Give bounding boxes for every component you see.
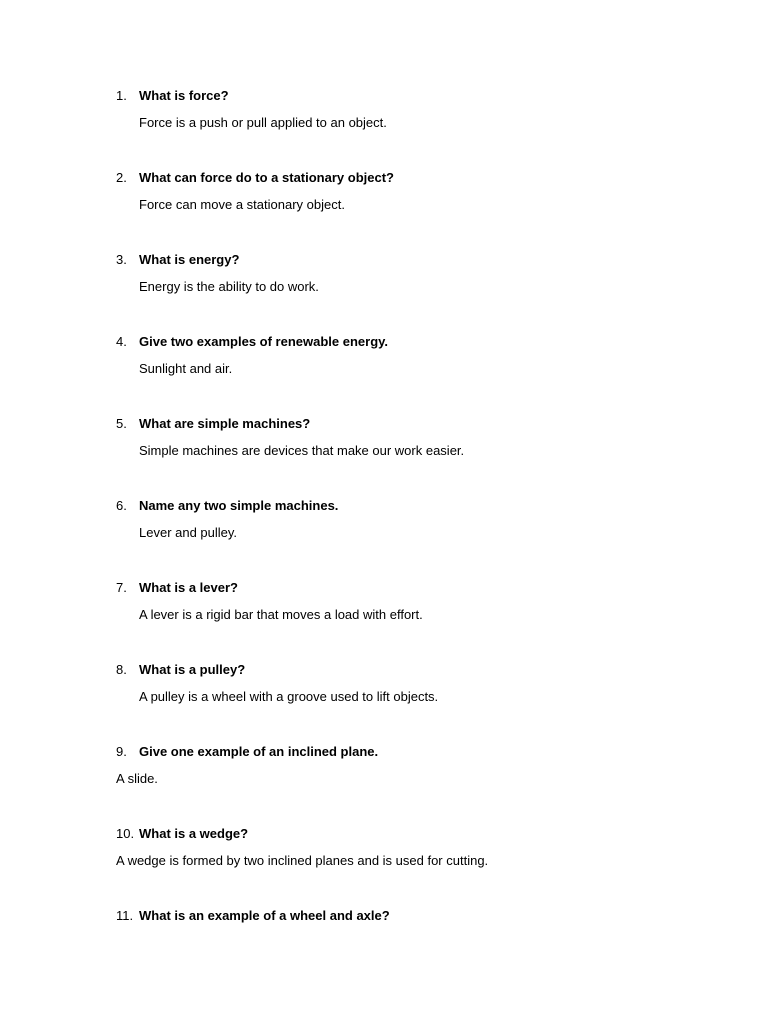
question-text-6: Name any two simple machines. [139,498,339,513]
question-1 [116,88,736,104]
question-10 [116,826,736,842]
qa-item-8 [116,662,736,705]
question-text-3: What is energy? [139,252,240,267]
answer-10: A wedge is formed by two inclined planes and is used for cutting. [116,853,489,868]
answer-1: Force is a push or pull applied to an object. [139,115,387,130]
qa-item-7 [116,580,736,623]
qa-item-10 [116,826,736,869]
question-text-10: What is a wedge? [139,826,249,841]
answer-9: A slide. [116,771,158,786]
question-9 [116,744,736,760]
question-2 [116,170,736,186]
qa-item-11 [116,908,736,924]
answer-5: Simple machines are devices that make our work easier. [139,443,465,458]
answer-7: A lever is a rigid bar that moves a load with effort. [139,607,423,622]
question-number-3: 3. [116,252,127,267]
question-text-5: What are simple machines? [139,416,311,431]
question-number-2: 2. [116,170,127,185]
question-4 [116,334,736,350]
qa-item-5 [116,416,736,459]
question-text-4: Give two examples of renewable energy. [139,334,389,349]
qa-item-6 [116,498,736,541]
question-number-7: 7. [116,580,127,595]
answer-8: A pulley is a wheel with a groove used to lift objects. [139,689,439,704]
question-11 [116,908,736,924]
question-text-11: What is an example of a wheel and axle? [139,908,390,923]
qa-item-1 [116,88,736,131]
question-number-10: 10. [116,826,135,841]
qa-item-9 [116,744,736,787]
question-number-4: 4. [116,334,127,349]
question-number-8: 8. [116,662,127,677]
question-text-9: Give one example of an inclined plane. [139,744,379,759]
question-8 [116,662,736,678]
question-6 [116,498,736,514]
question-text-7: What is a lever? [139,580,238,595]
question-number-6: 6. [116,498,127,513]
question-number-5: 5. [116,416,127,431]
question-number-9: 9. [116,744,127,759]
qa-item-4 [116,334,736,377]
answer-4: Sunlight and air. [139,361,233,376]
question-text-2: What can force do to a stationary object? [139,170,394,185]
qa-item-2 [116,170,736,213]
question-3 [116,252,736,268]
answer-6: Lever and pulley. [139,525,238,540]
qa-item-3 [116,252,736,295]
question-number-11: 11. [116,908,134,923]
answer-2: Force can move a stationary object. [139,197,345,212]
question-text-1: What is force? [139,88,229,103]
question-5 [116,416,736,432]
question-text-8: What is a pulley? [139,662,246,677]
question-7 [116,580,736,596]
answer-3: Energy is the ability to do work. [139,279,319,294]
question-number-1: 1. [116,88,127,103]
